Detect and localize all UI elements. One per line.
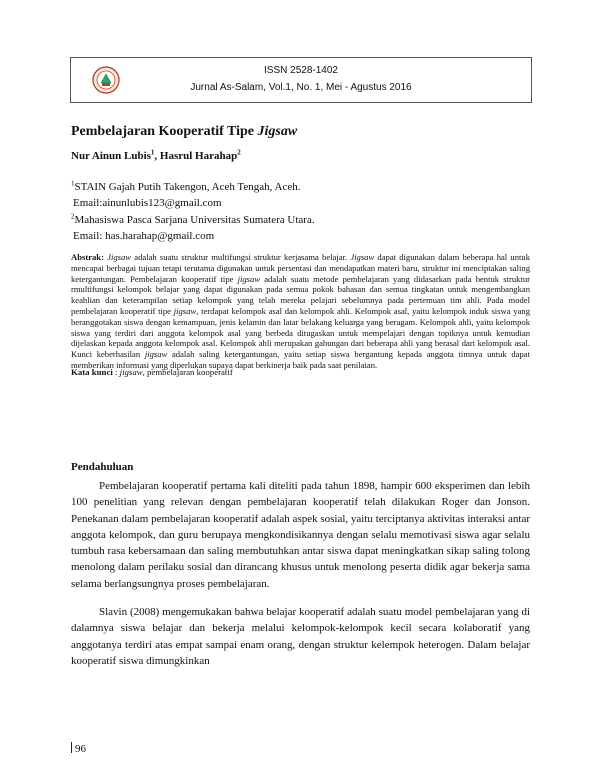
abstract-text-4: , terdapat kelompok asal dan kelompok ahli. Kelompok asal, yaitu kelompok induk siswa yang beranggotakan siswa dengan kemampuan, jenis kelamin dan latar belakang keluarga yang beragam. Kelompok ahli, yaitu kelompok siswa yang terdiri dari anggota kelompok asal yang berbeda ditugaskan untuk mempelajari dengan topiknya untuk kemudian dijelaskan kepada anggota kelompok asal. Kelompok ahli merupakan gabungan dari beberapa ahli yang berasal dari kelompok asal. Kunci keberhasilan	[71, 305, 530, 360]
abstract	[71, 252, 530, 371]
affiliation-1-institution: STAIN Gajah Putih Takengon, Aceh Tengah, Aceh.	[74, 181, 301, 193]
body-paragraph	[71, 604, 530, 669]
author-1: Nur Ainun Lubis	[71, 150, 151, 162]
page-number	[71, 742, 86, 755]
affiliation-2-sup: 2	[71, 212, 75, 221]
title-italic: Jigsaw	[257, 124, 298, 139]
abstract-text-2: dapat digunakan dalam beberapa hal untuk mencapai berbagai tujuan tetapi terutama digunakan untuk persentasi dan mendapatkan materi baru, struktur ini menciptakan saling ketergantungan. Pembelajaran kooperatif tipe	[71, 252, 530, 284]
author-1-sup: 1	[150, 148, 155, 157]
abstract-text-1: adalah suatu struktur multifungsi struktur kerjasama belajar.	[131, 252, 351, 262]
section-heading: Pendahuluan	[71, 461, 134, 473]
abstract-label: Abstrak:	[71, 252, 104, 262]
paper-title	[71, 124, 297, 140]
page-number-text: 96	[75, 743, 86, 755]
keywords-rest: , pembelajaran kooperatif	[142, 367, 233, 377]
abstract-term: Jigsaw	[107, 252, 132, 262]
affiliation-2-institution: Mahasiswa Pasca Sarjana Universitas Sumatera Utara.	[74, 214, 315, 226]
abstract-text-5: adalah saling ketergantungan, yaitu setiap siswa bergantung kepada anggota timnya untuk dapat memberikan informasi yang diperlukan supaya dapat berkinerja baik pada saat penilaian.	[71, 349, 530, 370]
keywords-label: Kata kunci	[71, 367, 113, 377]
abstract-text-3: adalah suatu metode pembelajaran yang didasarkan pada bentuk struktur rmultifungsi kelompok belajar yang dapat digunakan pada semua pokok bahasan dan semua tingkatan untuk mengembangkan keahlian dan keterampilan setiap kelompok yang telah mereka pelajari sebelumnya pada pertemuan tim ahli. Pada model pembelajaran kooperatif tipe	[71, 273, 530, 316]
affiliation-1-sup: 1	[71, 179, 75, 188]
journal-citation: Jurnal As-Salam, Vol.1, No. 1, Mei - Agustus 2016	[190, 82, 412, 93]
body-paragraph	[71, 478, 530, 592]
affiliation-1-email: Email:ainunlubis123@gmail.com	[73, 197, 222, 209]
affiliation-2-email: Email: has.harahap@gmail.com	[73, 230, 215, 242]
abstract-term: Jigsaw	[350, 252, 375, 262]
affiliation-2	[71, 212, 315, 244]
paragraph-2-text: Slavin (2008) mengemukakan bahwa belajar kooperatif adalah suatu model pembelajaran yang di dalamnya siswa belajar dan bekerja melalui kelompok-kelompok kecil secara kolaboratif yang anggotanya terdiri atas empat sampai enam orang, dengan struktur kelempok heterogen. Dalam belajar kooperatif siswa dimungkinkan	[71, 606, 530, 667]
page-number-bar	[71, 742, 72, 753]
abstract-term: jigsaw	[237, 273, 261, 284]
keywords-colon: :	[112, 367, 120, 377]
keywords	[71, 367, 233, 377]
title-main: Pembelajaran Kooperatif Tipe	[71, 124, 258, 139]
journal-header	[70, 57, 532, 103]
author-list	[71, 150, 241, 162]
paragraph-1-text: Pembelajaran kooperatif pertama kali diteliti pada tahun 1898, hampir 600 eksperimen dan lebih 100 penelitian yang relevan dengan pembelajaran kooperatif telah dilakukan Roger dan Jonson. Penekanan dalam pembelajaran kooperatif adalah aspek sosial, yaitu terciptanya aktivitas interaksi antar anggota kelompok, dan guru berupaya mengkondisikannya dengan selalu memotivasi siswa agar selalu tumbuh rasa kebersamaan dan saling membutuhkan antar siswa dapat meningkatkan sikap saling tolong menolong dalam perilaku sosial dan dirancang khusus untuk menolong peserta didik agar bekerja sama selama berlangsungnya proses pembelajaran.	[71, 480, 530, 590]
issn-text: ISSN 2528-1402	[264, 65, 338, 76]
abstract-term: jigsaw	[144, 349, 168, 360]
author-2-sup: 2	[237, 148, 241, 157]
affiliation-1	[71, 179, 301, 211]
keywords-term: jigsaw	[119, 367, 143, 377]
author-separator: ,	[154, 150, 160, 162]
author-2: Hasrul Harahap	[159, 150, 238, 162]
abstract-term: jigsaw	[173, 305, 197, 316]
